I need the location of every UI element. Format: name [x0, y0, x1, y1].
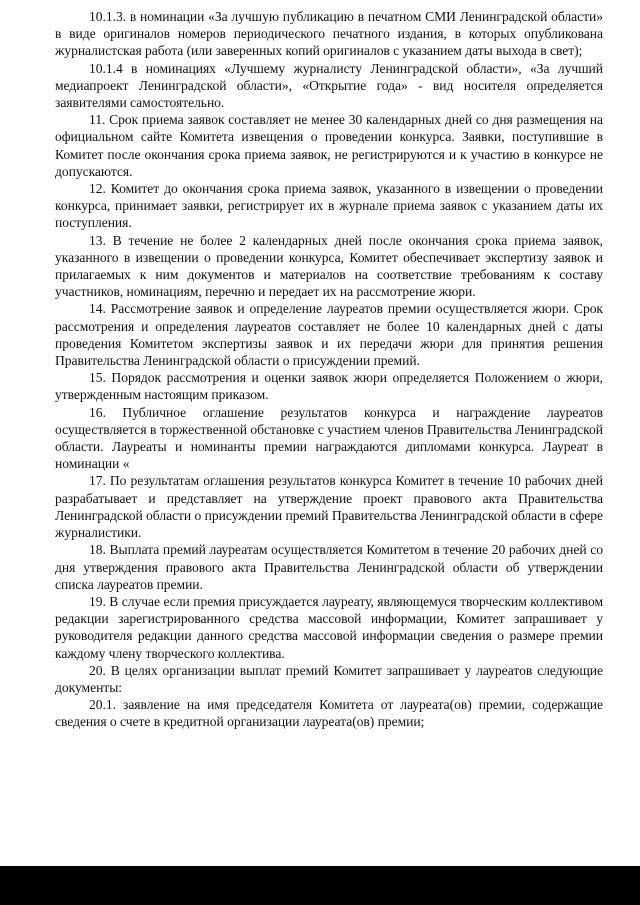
paragraph-11: 11. Срок приема заявок составляет не менее 30 календарных дней со дня размещения на официальном сайте Комитета извещения о проведении конкурса. Заявки, поступившие в Комитет после окончания срока приема заявок, не регистрируются и к участию в конкурсе не допускаются. [55, 112, 603, 179]
paragraph-17: 17. По результатам оглашения результатов конкурса Комитет в течение 10 рабочих дней разрабатывает и представляет на утверждение проект правового акта Правительства Ленинградской области о присуждении премий Правительства Ленинградской области в сфере журналистики. [55, 473, 603, 541]
paragraph-19: 19. В случае если премия присуждается лауреату, являющемуся творческим коллективом редакции зарегистрированного средства массовой информации, Комитет запрашивает у руководителя редакции данного средства массовой информации сведения о размере премии каждому члену творческого коллектива. [55, 593, 603, 661]
paragraph-13: 13. В течение не более 2 календарных дней после окончания срока приема заявок, указанного в извещении о проведении конкурса, Комитет обеспечивает экспертизу заявок и прилагаемых к ним документов и материалов на соответствие требованиям к составу участников, номинациям, перечню и передает их на рассмотрение жюри. [55, 232, 603, 300]
paragraph-14: 14. Рассмотрение заявок и определение лауреатов премии осуществляется жюри. Срок рассмотрения и определения лауреатов составляет не более 10 календарных дней с даты проведения Комитетом экспертизы заявок и их передачи жюри для принятия решения Правительства Ленинградской области о присуждении премий. [55, 301, 603, 369]
paragraph-10-1-4: 10.1.4 в номинациях «Лучшему журналисту Ленинградской области», «За лучший медиапроект Ленинградской области», «Открытие года» - вид носителя определяется заявителями самостоятельно. [55, 60, 603, 111]
paragraph-20: 20. В целях организации выплат премий Комитет запрашивает у лауреатов следующие документы: [55, 662, 603, 695]
paragraph-12: 12. Комитет до окончания срока приема заявок, указанного в извещении о проведении конкурса, принимает заявки, регистрирует их в журнале приема заявок с указанием даты их поступления. [55, 181, 603, 231]
paragraph-18: 18. Выплата премий лауреатам осуществляется Комитетом в течение 20 рабочих дней со дня утверждения правового акта Правительства Ленинградской области об утверждении списка лауреатов премии. [55, 542, 603, 592]
paragraph-10-1-3: 10.1.3. в номинации «За лучшую публикацию в печатном СМИ Ленинградской области» в виде оригиналов номеров периодического печатного издания, в которых опубликована журналистская работа (или заверенных копий оригиналов с указанием даты выхода в свет); [55, 9, 603, 59]
document-body [55, 8, 603, 731]
paragraph-20-1: 20.1. заявление на имя председателя Комитета от лауреата(ов) премии, содержащие сведения о счете в кредитной организации лауреата(ов) премии; [55, 697, 603, 730]
scan-black-border [0, 866, 640, 905]
paragraph-15: 15. Порядок рассмотрения и оценки заявок жюри определяется Положением о жюри, утвержденным настоящим приказом. [55, 370, 603, 403]
paragraph-16: 16. Публичное оглашение результатов конкурса и награждение лауреатов осуществляется в торжественной обстановке с участием членов Правительства Ленинградской области. Лауреаты и номинанты премии награждаются дипломами конкурса. Лауреат в номинации « [55, 404, 603, 472]
